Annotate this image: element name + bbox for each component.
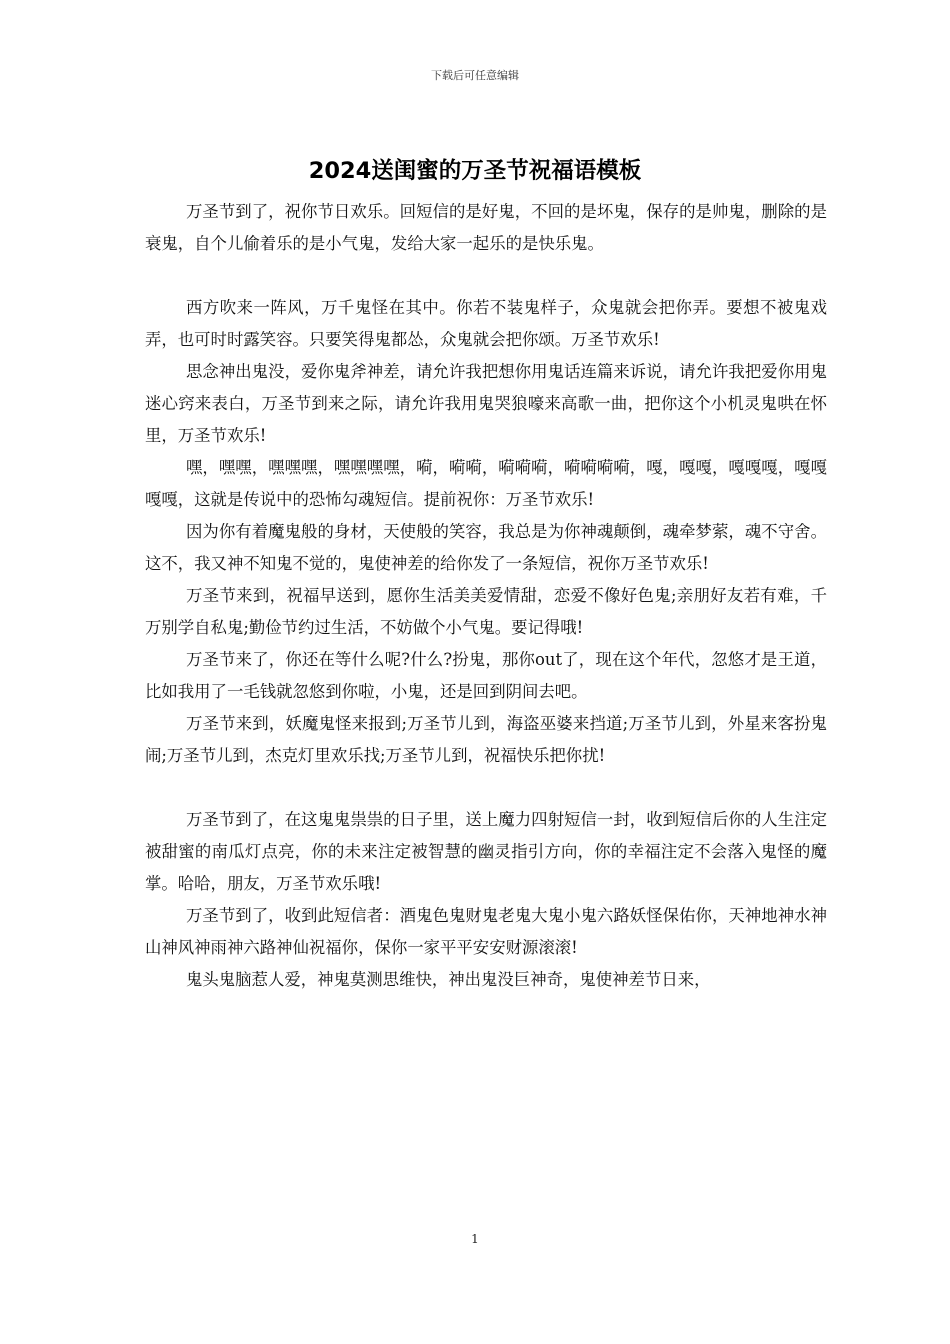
blank-line bbox=[145, 260, 827, 292]
paragraph: 万圣节到了，在这鬼鬼祟祟的日子里，送上魔力四射短信一封，收到短信后你的人生注定被甜蜜的南瓜灯点亮，你的未来注定被智慧的幽灵指引方向，你的幸福注定不会落入鬼怪的魔掌。哈哈，朋友，万圣节欢乐哦! bbox=[145, 810, 827, 893]
document-body bbox=[145, 196, 827, 996]
paragraph: 嘿，嘿嘿，嘿嘿嘿，嘿嘿嘿嘿，嗬，嗬嗬，嗬嗬嗬，嗬嗬嗬嗬，嘎，嘎嘎，嘎嘎嘎，嘎嘎嘎嘎，这就是传说中的恐怖勾魂短信。提前祝你：万圣节欢乐! bbox=[145, 458, 827, 509]
paragraph: 万圣节来到，祝福早送到，愿你生活美美爱情甜，恋爱不像好色鬼;亲朋好友若有难，千万别学自私鬼;勤俭节约过生活，不妨做个小气鬼。要记得哦! bbox=[145, 586, 827, 637]
paragraph: 万圣节来到，妖魔鬼怪来报到;万圣节儿到，海盗巫婆来挡道;万圣节儿到，外星来客扮鬼闹;万圣节儿到，杰克灯里欢乐找;万圣节儿到，祝福快乐把你扰! bbox=[145, 714, 827, 765]
paragraph: 鬼头鬼脑惹人爱，神鬼莫测思维快，神出鬼没巨神奇，鬼使神差节日来， bbox=[186, 970, 711, 989]
page-number: 1 bbox=[471, 1232, 479, 1246]
paragraph: 西方吹来一阵风，万千鬼怪在其中。你若不装鬼样子，众鬼就会把你弄。要想不被鬼戏弄，也可时时露笑容。只要笑得鬼都怂，众鬼就会把你颂。万圣节欢乐! bbox=[145, 298, 827, 349]
paragraph: 思念神出鬼没，爱你鬼斧神差，请允许我把想你用鬼话连篇来诉说，请允许我把爱你用鬼迷心窍来表白，万圣节到来之际，请允许我用鬼哭狼嚎来高歌一曲，把你这个小机灵鬼哄在怀里，万圣节欢乐! bbox=[145, 362, 827, 445]
page-header: 下载后可任意编辑 bbox=[431, 69, 519, 82]
paragraph: 万圣节到了，收到此短信者：酒鬼色鬼财鬼老鬼大鬼小鬼六路妖怪保佑你，天神地神水神山神风神雨神六路神仙祝福你，保你一家平平安安财源滚滚! bbox=[145, 906, 827, 957]
paragraph: 万圣节来了，你还在等什么呢?什么?扮鬼，那你out了，现在这个年代，忽悠才是王道，比如我用了一毛钱就忽悠到你啦，小鬼，还是回到阴间去吧。 bbox=[145, 650, 827, 701]
paragraph: 万圣节到了，祝你节日欢乐。回短信的是好鬼，不回的是坏鬼，保存的是帅鬼，删除的是衰鬼，自个儿偷着乐的是小气鬼，发给大家一起乐的是快乐鬼。 bbox=[145, 202, 827, 253]
document-title: 2024送闺蜜的万圣节祝福语模板 bbox=[308, 158, 642, 184]
paragraph: 因为你有着魔鬼般的身材，天使般的笑容，我总是为你神魂颠倒，魂牵梦萦，魂不守舍。这不，我又神不知鬼不觉的，鬼使神差的给你发了一条短信，祝你万圣节欢乐! bbox=[145, 522, 827, 573]
blank-line bbox=[145, 772, 827, 804]
